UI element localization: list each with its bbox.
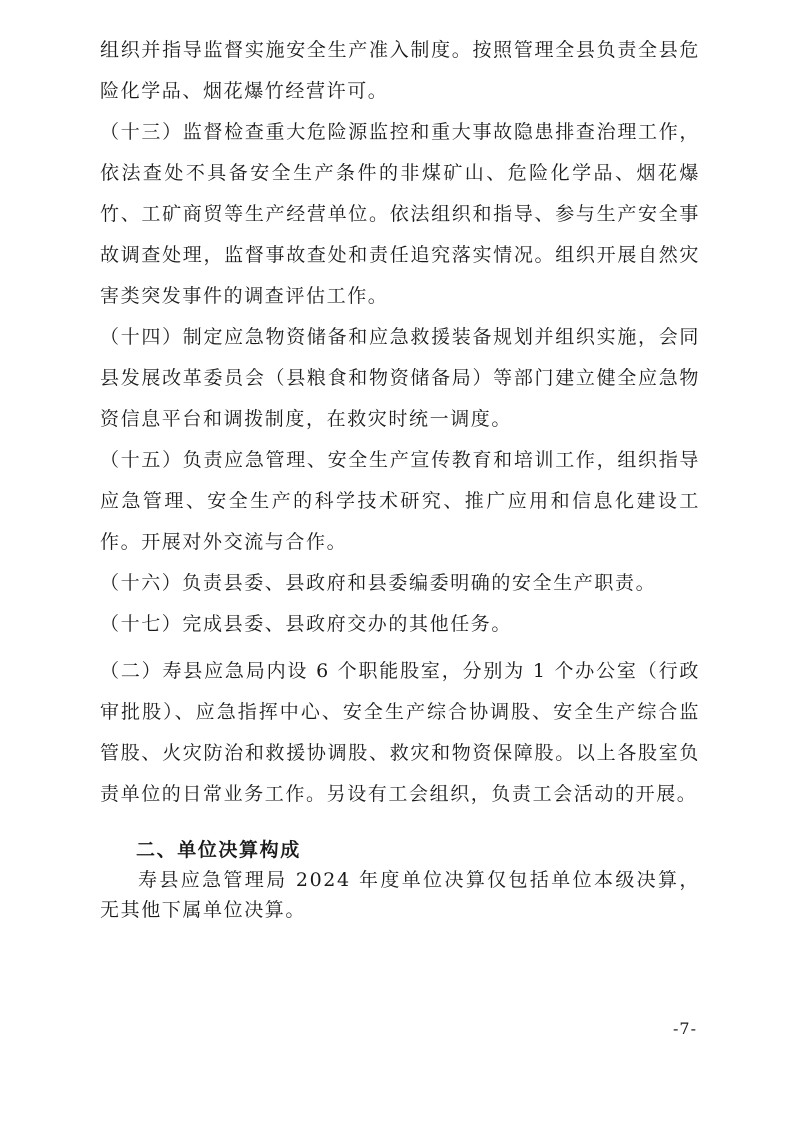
paragraph-item-13: （十三）监督检查重大危险源监控和重大事故隐患排查治理工作，依法查处不具备安全生产条件的非煤矿山、危险化学品、烟花爆竹、工矿商贸等生产经营单位。依法组织和指导、参与生产安全事故调查处理，监督事故查处和责任追究落实情况。组织开展自然灾害类突发事件的调查评估工作。 [100,121,700,307]
paragraph-internal-structure: （二）寿县应急局内设 6 个职能股室，分别为 1 个办公室（行政审批股）、应急指挥中心、安全生产综合协调股、安全生产综合监管股、火灾防治和救援协调股、救灾和物资保障股。以上各股室负责单位的日常业务工作。另设有工会组织，负责工会活动的开展。 [100,660,700,805]
paragraph-item-16: （十六）负责县委、县政府和县委编委明确的安全生产职责。 [100,572,657,594]
paragraph-admission-permit: 组织并指导监督实施安全生产准入制度。按照管理全县负责全县危险化学品、烟花爆竹经营许可。 [100,39,700,102]
paragraph-item-14: （十四）制定应急物资储备和应急救援装备规划并组织实施，会同县发展改革委员会（县粮食和物资储备局）等部门建立健全应急物资信息平台和调拨制度，在救灾时统一调度。 [100,326,700,430]
page-number: -7- [673,1019,697,1038]
section-heading: 二、单位决算构成 [136,839,301,861]
paragraph-item-17: （十七）完成县委、县政府交办的其他任务。 [100,613,513,635]
section-body: 寿县应急管理局 2024 年度单位决算仅包括单位本级决算，无其他下属单位决算。 [100,869,700,921]
document-page [100,30,700,925]
paragraph-item-15: （十五）负责应急管理、安全生产宣传教育和培训工作，组织指导应急管理、安全生产的科学技术研究、推广应用和信息化建设工作。开展对外交流与合作。 [100,449,700,553]
